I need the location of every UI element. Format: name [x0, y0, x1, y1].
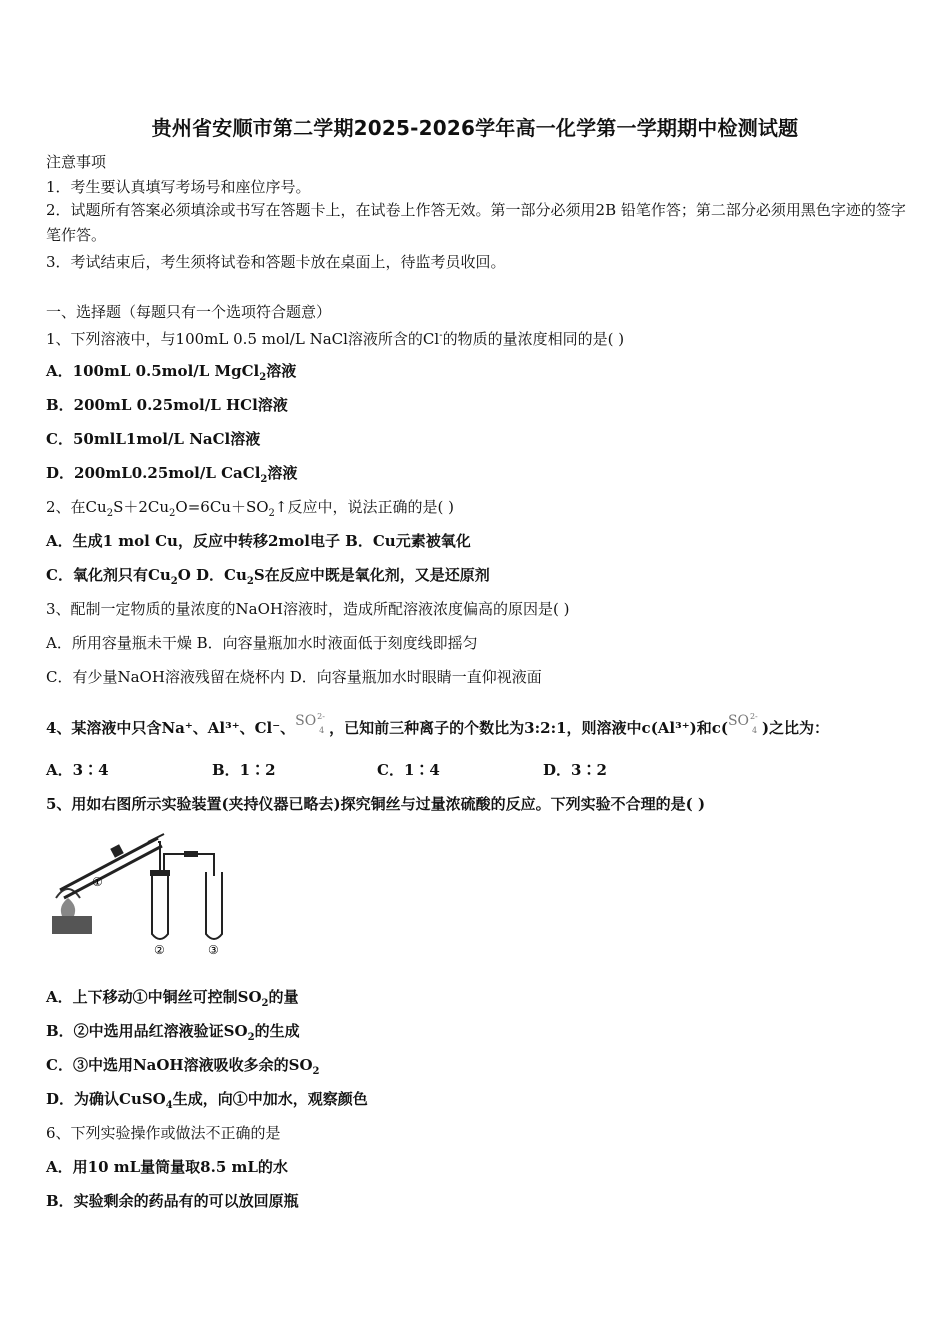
q5-option-a: A．上下移动①中铜丝可控制$SO_2$的量	[46, 988, 299, 1009]
tube-3	[206, 872, 222, 939]
section-heading: 一、选择题（每题只有一个选项符合题意）	[46, 303, 332, 321]
q3-options-cd: C．有少量NaOH溶液残留在烧杯内 D．向容量瓶加水时眼睛一直仰视液面	[46, 668, 542, 686]
notice-item-2: 2．试题所有答案必须填涂或书写在答题卡上，在试卷上作答无效。第一部分必须用2B 铅笔作答；第二部分必须用黑色字迹的签字笔作答。	[46, 201, 906, 244]
q4-option-d: D．3∶2	[543, 761, 607, 779]
label-2: ②	[154, 943, 165, 957]
burner	[61, 898, 75, 916]
q4-option-a: A．3∶4	[46, 761, 109, 779]
q5-option-b: B．②中选用品红溶液验证$SO_2$的生成	[46, 1022, 300, 1043]
q4-option-c: C．1∶4	[377, 761, 440, 779]
q3-options-ab: A．所用容量瓶未干燥 B．向容量瓶加水时液面低于刻度线即摇匀	[46, 634, 478, 652]
sulfate-ion-formula: SO 2- 4	[295, 712, 325, 735]
q6-stem: 6、下列实验操作或做法不正确的是	[46, 1124, 281, 1142]
q6-option-b: B．实验剩余的药品有的可以放回原瓶	[46, 1192, 299, 1210]
tube-1	[60, 838, 158, 890]
apparatus-diagram	[48, 828, 238, 958]
burner-stand	[52, 916, 92, 934]
q5-option-d: D．为确认CuSO$_4$生成，向①中加水，观察颜色	[46, 1090, 368, 1111]
page-title: 贵州省安顺市第二学期2025-2026学年高一化学第一学期期中检测试题	[151, 116, 799, 140]
sulfate-ion-formula-2: SO 2- 4	[727, 712, 758, 735]
q2-stem: 2、在$Cu_2S+2Cu_2O=6Cu+SO_2↑$反应中，说法正确的是( )	[46, 498, 454, 519]
label-3: ③	[208, 943, 219, 957]
q3-stem: 3、配制一定物质的量浓度的NaOH溶液时，造成所配溶液浓度偏高的原因是( )	[46, 600, 570, 618]
notice-heading: 注意事项	[46, 153, 107, 171]
notice-item-1: 1．考生要认真填写考场号和座位序号。	[46, 178, 311, 196]
q6-option-a: A．用10 mL量筒量取8.5 mL的水	[46, 1158, 288, 1176]
q1-option-b: B．200mL 0.25mol/L HCl溶液	[46, 396, 288, 414]
q1-option-d: D．200mL0.25mol/L CaCl$_2$溶液	[46, 464, 298, 485]
notice-item-3: 3．考试结束后，考生须将试卷和答题卡放在桌面上，待监考员收回。	[46, 253, 506, 271]
q2-options-ab: A．生成1 mol Cu，反应中转移2mol电子 B．Cu元素被氧化	[46, 532, 471, 550]
q4-stem: 4、某溶液中只含Na⁺、Al³⁺、Cl⁻、 SO 2- 4 ，已知前三种离子的个数比为3:2:1，则溶液中c(Al³⁺)和c( SO 2- 4 )之比为：	[46, 712, 830, 737]
copper-wire	[148, 834, 164, 842]
q1-stem: 1、下列溶液中，与100mL 0.5 mol/L NaCl溶液所含的Cl-的物质的量浓度相同的是( )	[46, 330, 625, 348]
q1-option-c: C．50mlL1mol/L NaCl溶液	[46, 430, 261, 448]
q2-options-cd: C．氧化剂只有$Cu_2O$ D．$Cu_2S$在反应中既是氧化剂，又是还原剂	[46, 566, 490, 587]
tube-2	[152, 872, 168, 939]
label-1: ①	[92, 875, 103, 889]
q1-option-a: A．100mL 0.5mol/L MgCl$_2$溶液	[46, 362, 297, 383]
q4-option-b: B．1∶2	[212, 761, 276, 779]
q5-option-c: C．③中选用NaOH溶液吸收多余的$SO_2$	[46, 1056, 320, 1077]
q5-stem: 5、用如右图所示实验装置(夹持仪器已略去)探究铜丝与过量浓硫酸的反应。下列实验不合理的是( )	[46, 795, 706, 813]
